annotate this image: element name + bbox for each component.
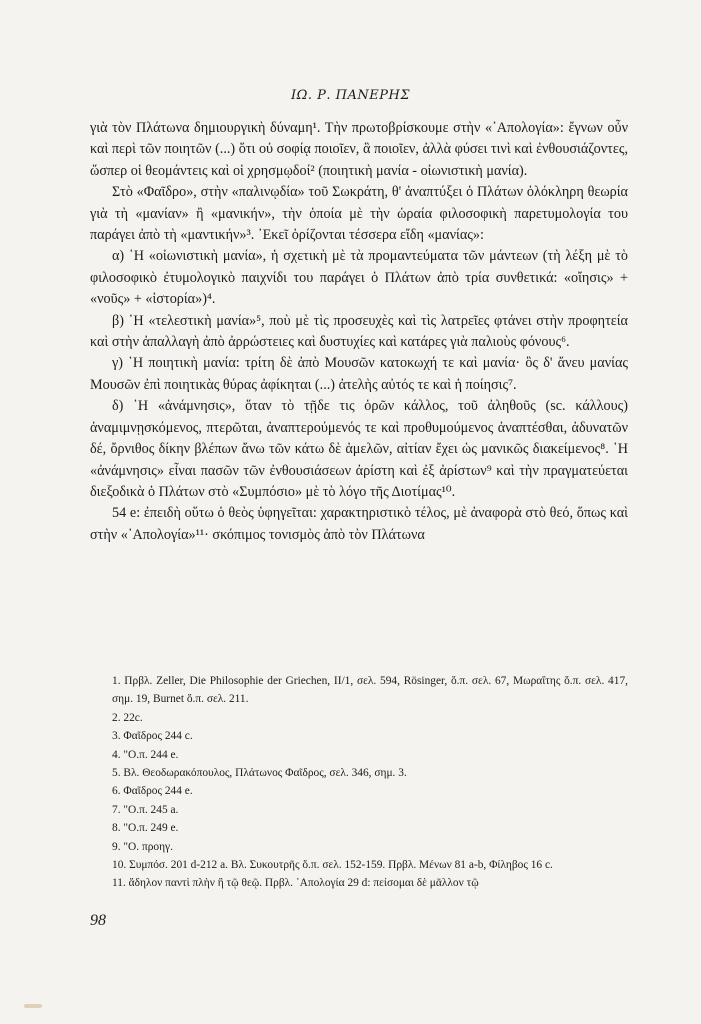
footnote: 5. Βλ. Θεοδωρακόπουλος, Πλάτωνος Φαῖδρος, σελ. 346, σημ. 3. bbox=[112, 767, 407, 780]
body-paragraph: δ) ῾Η «ἀνάμνησις», ὅταν τὸ τῇδε τις ὁρῶν κάλλος, τοῦ ἀληθοῦς (sc. κάλλους) ἀναμιμνῃσκόμενος, πτερῶται, ἀναπτερούμενός τε καὶ προθυμούμενος ἀναπτέσθαι, ἀδυνατῶν δέ, ὄρνιθος δίκην βλέπων ἄνω τῶν κάτω δὲ ἀμελῶν, αἰτίαν ἔχει ὡς μανικῶς διακείμενος⁸. ῾Η «ἀνάμνησις» εἶναι πασῶν τῶν ἐνθουσιάσεων ἀρίστη καὶ ἐξ ἀρίστων⁹ καὶ τὴν πραγματεύεται διεξοδικὰ ὁ Πλάτων στὸ «Συμπόσιο» μὲ τὸ λόγο τῆς Διοτίμας¹⁰. bbox=[90, 398, 628, 500]
scan-smudge bbox=[24, 1004, 42, 1008]
body-paragraph: Στὸ «Φαῖδρο», στὴν «παλινῳδία» τοῦ Σωκράτη, θ' ἀναπτύξει ὁ Πλάτων ὁλόκληρη θεωρία γιὰ τὴ «μανίαν» ἢ «μανικήν», τὴν ὁποία μὲ τὴν ὡραία φιλοσοφικὴ παρετυμολογία του παράγει ἀπὸ τὴ «μαντικήν»³. ᾿Εκεῖ ὁρίζονται τέσσερα εἴδη «μανίας»: bbox=[90, 184, 628, 244]
body-paragraph: α) ῾Η «οἰωνιστικὴ μανία», ἡ σχετικὴ μὲ τὰ προμαντεύματα τῶν μάντεων (τὴ λέξη μὲ τὸ φιλοσοφικὸ ἐτυμολογικὸ παιχνίδι του παράγει ὁ Πλάτων ἀπὸ τρία συνθετικά: «οἴησις» + «νοῦς» + «ἱστορία»)⁴. bbox=[90, 248, 628, 308]
body-paragraph: γιὰ τὸν Πλάτωνα δημιουργικὴ δύναμη¹. Τὴν πρωτοβρίσκουμε στὴν «᾿Απολογία»: ἔγνων οὖν καὶ περὶ τῶν ποιητῶν (...) ὅτι οὐ σοφίᾳ ποιοῖεν, ἃ ποιοῖεν, ἀλλὰ φύσει τινὶ καὶ ἐνθουσιάζοντες, ὥσπερ οἱ θεομάντεις καὶ οἱ χρησμῳδοί² (ποιητικὴ μανία - οἰωνιστικὴ μανία). bbox=[90, 120, 628, 179]
body-paragraph: β) ῾Η «τελεστικὴ μανία»⁵, ποὺ μὲ τὶς προσευχὲς καὶ τὶς λατρεῖες φτάνει στὴν προφητεία καὶ στὴν ἀπαλλαγὴ ἀπὸ ἀρρώστειες καὶ δυστυχίες καὶ κατάρες γιὰ παλιοὺς φόνους⁶. bbox=[90, 312, 628, 351]
footnote: 1. Πρβλ. Zeller, Die Philosophie der Griechen, II/1, σελ. 594, Rösinger, ὅ.π. σελ. 67, Μωραΐτης ὅ.π. σελ. 417, σημ. 19, Burnet ὅ.π. σελ. 211. bbox=[112, 675, 628, 706]
footnote: 3. Φαῖδρος 244 c. bbox=[112, 730, 193, 743]
page-number: 98 bbox=[90, 912, 106, 929]
footnotes bbox=[90, 672, 628, 893]
footnote: 4. "Ο.π. 244 e. bbox=[112, 748, 179, 761]
footnote: 6. Φαῖδρος 244 e. bbox=[112, 785, 193, 798]
footnote: 11. ἄδηλον παντὶ πλὴν ἢ τῷ θεῷ. Πρβλ. ᾿Απολογία 29 d: πείσομαι δὲ μᾶλλον τῷ bbox=[112, 877, 479, 890]
body-paragraph: γ) ῾Η ποιητικὴ μανία: τρίτη δὲ ἀπὸ Μουσῶν κατοκωχή τε καὶ μανία· ὃς δ' ἄνευ μανίας Μουσῶν ἐπὶ ποιητικὰς θύρας ἀφίκηται (...) ἀτελὴς αὐτός τε καὶ ἡ ποίησις⁷. bbox=[90, 355, 628, 393]
body-text bbox=[90, 118, 628, 546]
footnote: 9. "Ο. προηγ. bbox=[112, 840, 173, 853]
body-paragraph: 54 e: ἐπειδὴ οὕτω ὁ θεὸς ὑφηγεῖται: χαρακτηριστικὸ τέλος, μὲ ἀναφορὰ στὸ θεό, ὅπως καὶ στὴν «᾿Απολογία»¹¹· σκόπιμος τονισμὸς ἀπὸ τὸν Πλάτωνα bbox=[90, 505, 628, 543]
footnote: 8. "Ο.π. 249 e. bbox=[112, 822, 179, 835]
running-head: ΙΩ. Ρ. ΠΑΝΕΡΗΣ bbox=[290, 88, 411, 103]
footnote: 7. "Ο.π. 245 a. bbox=[112, 803, 179, 816]
footnote: 10. Συμπόσ. 201 d-212 a. Βλ. Συκουτρῆς ὅ.π. σελ. 152-159. Πρβλ. Μένων 81 a-b, Φίληβος 16 c. bbox=[112, 859, 553, 872]
footnote: 2. 22c. bbox=[112, 711, 143, 724]
